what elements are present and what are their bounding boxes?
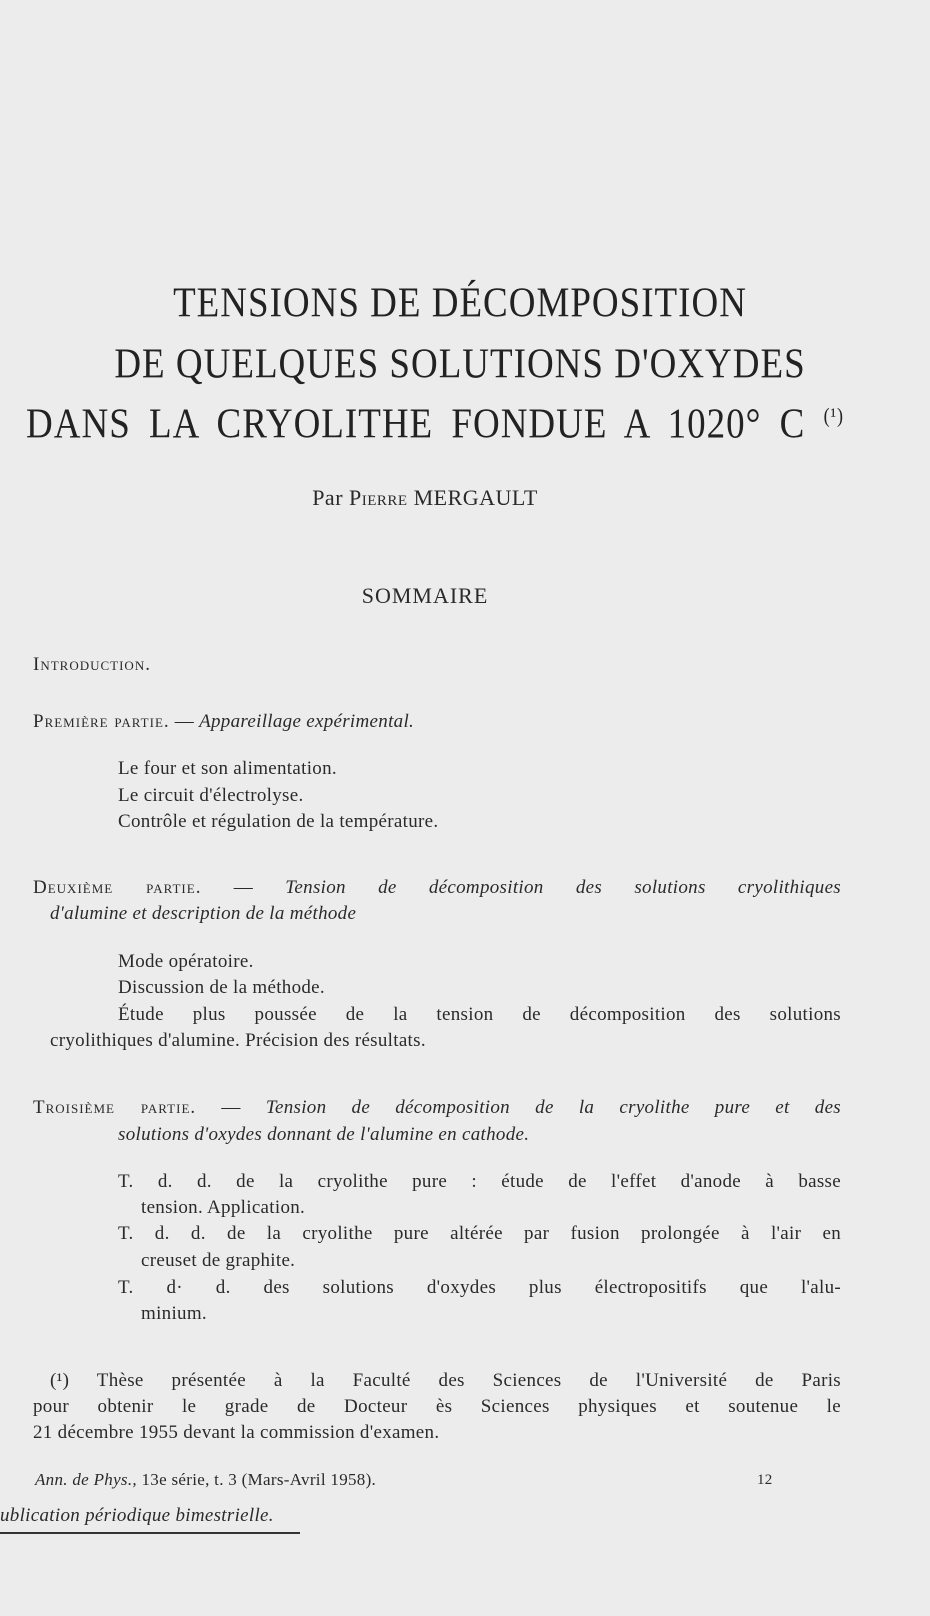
part3-dash: — (221, 1097, 241, 1118)
part3-item: T. d. d. de la cryolithe pure : étude de l'effet d'anode à basse (118, 1171, 841, 1192)
title-line-3-text: DANS LA CRYOLITHE FONDUE A 1020° C (26, 400, 806, 449)
title-line-2: DE QUELQUES SOLUTIONS D'OXYDES (114, 340, 806, 389)
part3-item-continuation: tension. Application. (141, 1197, 306, 1218)
author-line (0, 485, 850, 511)
part1-item: Le circuit d'électrolyse. (118, 785, 304, 806)
author-last-name: MERGAULT (413, 485, 538, 510)
part3-item: T. d· d. des solutions d'oxydes plus électropositifs que l'alu- (118, 1277, 841, 1298)
part1-heading (33, 711, 414, 733)
part3-label: Troisième partie. (33, 1097, 197, 1118)
citation-series: 13e série, t. 3 (Mars-Avril 1958). (141, 1470, 377, 1489)
part2-item: Discussion de la méthode. (118, 977, 325, 998)
title-line-1: TENSIONS DE DÉCOMPOSITION (173, 279, 747, 328)
author-first-name: Pierre (349, 485, 408, 510)
part3-heading (33, 1097, 841, 1119)
part1-item: Contrôle et régulation de la température. (118, 811, 439, 832)
part3-title-line2: solutions d'oxydes donnant de l'alumine en cathode. (118, 1124, 530, 1145)
part2-title-line1: Tension de décomposition des solutions cryolithiques (285, 877, 842, 898)
part2-label: Deuxième partie. (33, 877, 202, 898)
publication-rule (0, 1532, 300, 1534)
footnote-text-1: Thèse présentée à la Faculté des Sciences de l'Université de Paris (96, 1370, 841, 1391)
publication-note: ublication périodique bimestrielle. (0, 1505, 274, 1526)
part2-item-continuation: cryolithiques d'alumine. Précision des résultats. (50, 1030, 426, 1051)
part3-title-line1: Tension de décomposition de la cryolithe pure et des (265, 1097, 842, 1118)
page-number: 12 (757, 1472, 773, 1488)
part2-heading (33, 877, 841, 899)
title-line-3 (0, 400, 870, 449)
footnote-line1 (50, 1370, 841, 1392)
footnote-mark: (¹) (50, 1370, 70, 1391)
footnote-line3: 21 décembre 1955 devant la commission d'examen. (33, 1422, 440, 1443)
author-by: Par (312, 485, 344, 510)
part3-item-continuation: creuset de graphite. (141, 1250, 296, 1271)
part2-item: Mode opératoire. (118, 951, 254, 972)
citation-journal: Ann. de Phys., (35, 1470, 137, 1489)
part1-label: Première partie. (33, 711, 170, 732)
introduction-heading: Introduction. (33, 654, 151, 675)
part1-title: Appareillage expérimental. (199, 711, 415, 732)
footnote-line2: pour obtenir le grade de Docteur ès Sciences physiques et soutenue le (33, 1396, 841, 1417)
part3-item: T. d. d. de la cryolithe pure altérée par fusion prolongée à l'air en (118, 1223, 841, 1244)
part1-item: Le four et son alimentation. (118, 758, 337, 779)
part2-item: Étude plus poussée de la tension de décomposition des solutions (118, 1004, 841, 1025)
citation-line (35, 1470, 376, 1490)
summary-heading: SOMMAIRE (361, 583, 489, 608)
part1-dash: — (174, 711, 195, 732)
part3-item-continuation: minium. (141, 1303, 207, 1324)
part2-title-line2: d'alumine et description de la méthode (50, 903, 357, 924)
part2-dash: — (233, 877, 254, 898)
title-footnote-mark: (¹) (823, 403, 844, 427)
